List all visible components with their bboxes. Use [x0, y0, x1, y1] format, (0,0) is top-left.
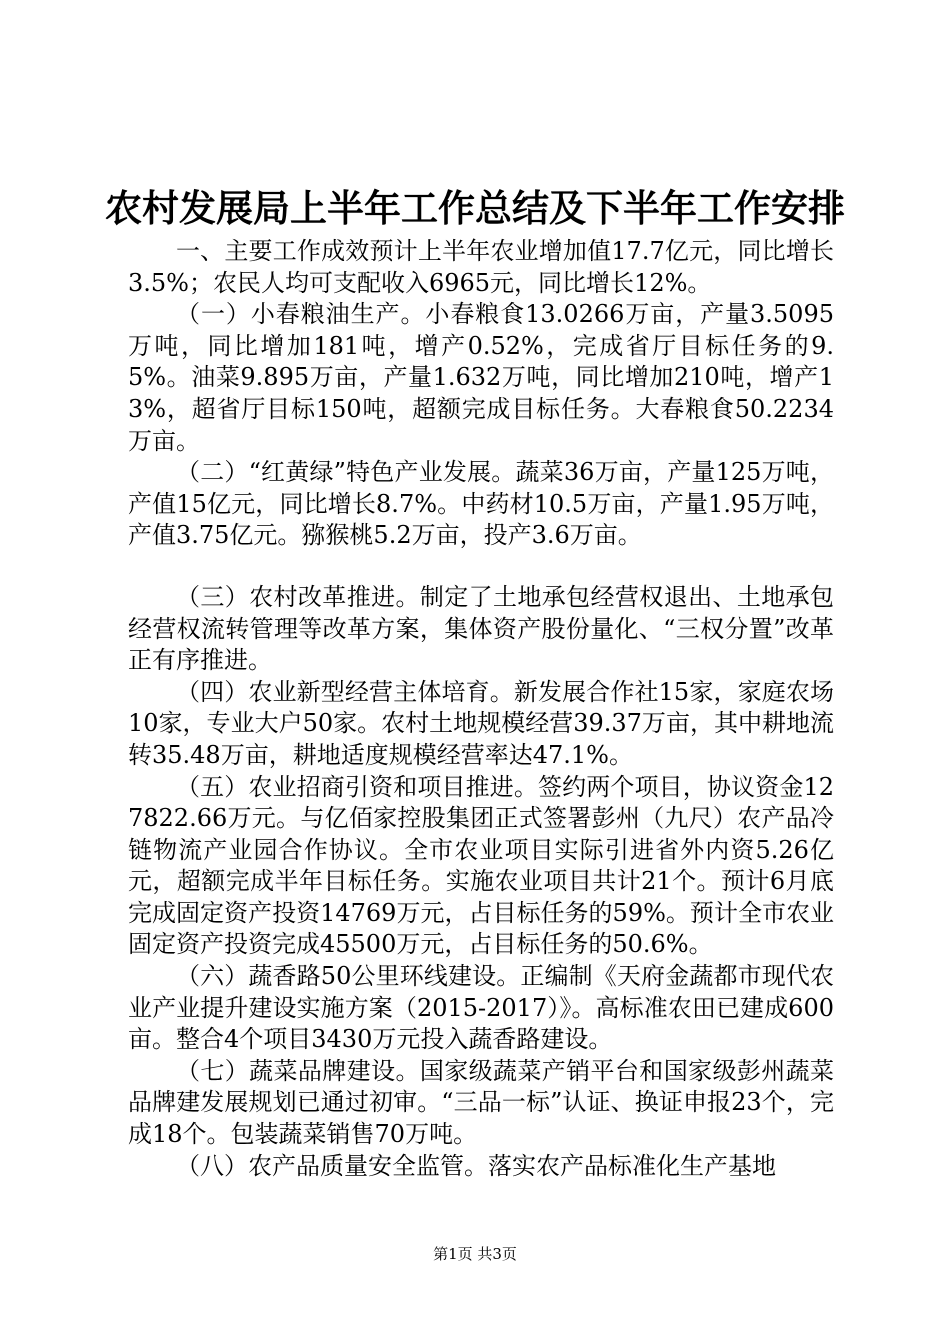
paragraph-specialty-industry: （二）“红黄绿”特色产业发展。蔬菜36万亩，产量125万吨，产值15亿元，同比增长8.7%。中药材10.5万亩，产量1.95万吨，产值3.75亿元。猕猴桃5.2万亩，投产3.6万亩。 — [128, 458, 834, 550]
paragraph-vegetable-brand: （七）蔬菜品牌建设。国家级蔬菜产销平台和国家级彭州蔬菜品牌建发展规划已通过初审。“三品一标”认证、换证申报23个，完成18个。包装蔬菜销售70万吨。 — [128, 1056, 834, 1149]
paragraph-investment-projects: （五）农业招商引资和项目推进。签约两个项目，协议资金127822.66万元。与亿佰家控股集团正式签署彭州（九尺）农产品冷链物流产业园合作协议。全市农业项目实际引进省外内资5.26亿元，超额完成半年目标任务。实施农业项目共计21个。预计6月底完成固定资产投资14769万元，占目标任务的59%。预计全市农业固定资产投资完成45500万元，占目标任务的50.6%。 — [128, 772, 834, 959]
paragraph-spring-grain: （一）小春粮油生产。小春粮食13.0266万亩，产量3.5095万吨，同比增加181吨，增产0.52%，完成省厅目标任务的9.5%。油菜9.895万亩，产量1.632万吨，同比增加210吨，增产13%，超省厅目标150吨，超额完成目标任务。大春粮食50.2234万亩。 — [128, 300, 834, 455]
paragraph-quality-safety: （八）农产品质量安全监管。落实农产品标准化生产基地 — [176, 1151, 776, 1180]
document-body — [128, 236, 834, 1182]
paragraph-rural-reform: （三）农村改革推进。制定了土地承包经营权退出、土地承包经营权流转管理等改革方案，集体资产股份量化、“三权分置”改革正有序推进。 — [128, 582, 834, 675]
paragraph-ring-road: （六）蔬香路50公里环线建设。正编制《天府金蔬都市现代农业产业提升建设实施方案（2015-2017）》。高标准农田已建成600亩。整合4个项目3430万元投入蔬香路建设。 — [128, 962, 834, 1054]
paragraph-summary: 一、主要工作成效预计上半年农业增加值17.7亿元，同比增长3.5%；农民人均可支配收入6965元，同比增长12%。 — [128, 237, 834, 297]
paragraph-new-operators: （四）农业新型经营主体培育。新发展合作社15家，家庭农场10家，专业大户50家。农村土地规模经营39.37万亩，其中耕地流转35.48万亩，耕地适度规模经营率达47.1%。 — [128, 677, 834, 769]
page-number-footer: 第1页 共3页 — [433, 1245, 517, 1263]
document-title: 农村发展局上半年工作总结及下半年工作安排 — [105, 186, 845, 230]
